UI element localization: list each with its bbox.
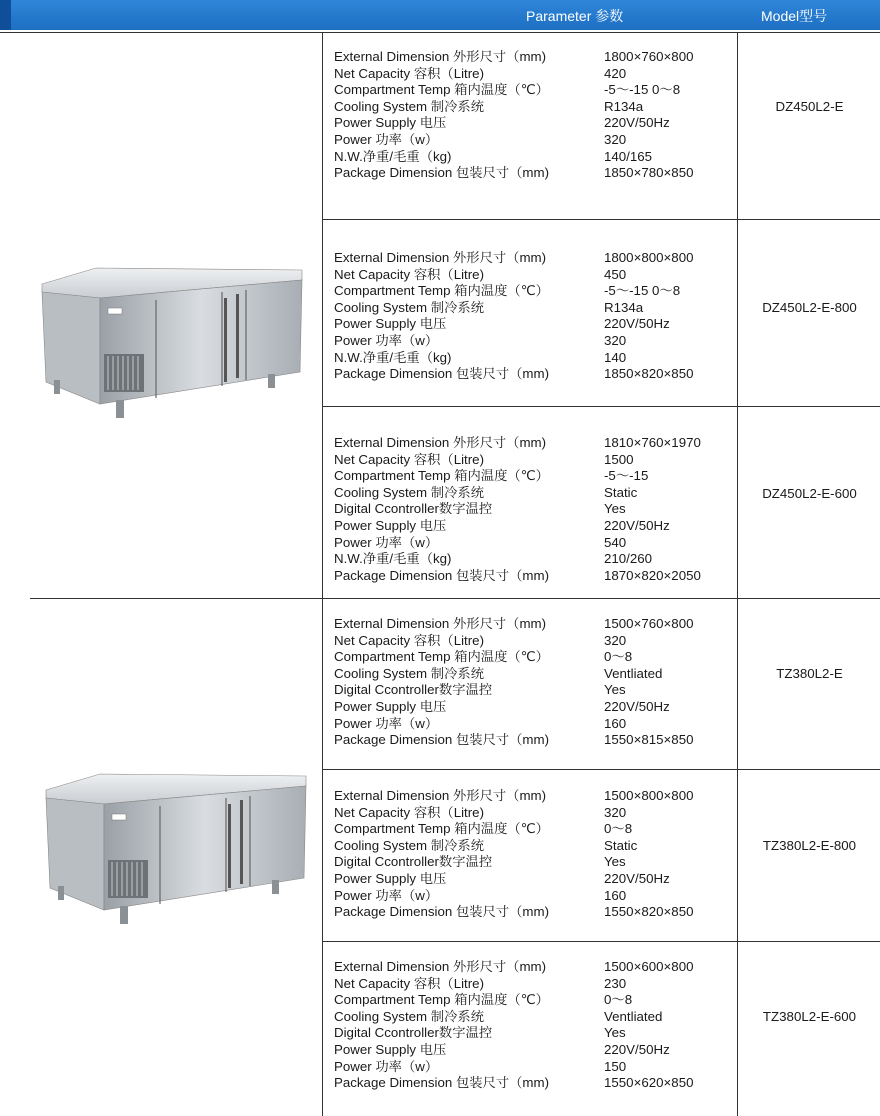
spec-label: Compartment Temp 箱内温度（℃） — [334, 283, 549, 299]
spec-value: Ventliated — [604, 665, 663, 681]
spec-label: Cooling System 制冷系统 — [334, 484, 484, 500]
spec-block — [334, 250, 693, 383]
spec-label: Cooling System 制冷系统 — [334, 665, 484, 681]
spec-value: 0～8 — [604, 821, 633, 837]
spec-label: Power Supply 电压 — [334, 698, 447, 714]
row-rule — [322, 769, 880, 770]
spec-row — [334, 682, 693, 699]
spec-row — [334, 267, 693, 284]
group-rule — [30, 598, 880, 599]
spec-row — [334, 888, 693, 905]
spec-label: Digital Ccontroller数字温控 — [334, 1025, 493, 1041]
spec-label: External Dimension 外形尺寸（mm) — [334, 435, 547, 450]
spec-row — [334, 333, 693, 350]
spec-row — [334, 300, 693, 317]
spec-row — [334, 283, 693, 300]
spec-row — [334, 316, 693, 333]
spec-value: -5～-15 0～8 — [604, 82, 681, 98]
spec-value: 320 — [604, 332, 627, 348]
spec-label: Package Dimension 包装尺寸（mm) — [334, 567, 550, 583]
spec-value: Static — [604, 837, 638, 853]
model-number: TZ380L2-E — [776, 666, 843, 681]
spec-label: Power 功率（w） — [334, 887, 439, 903]
spec-value: 220V/50Hz — [604, 1041, 670, 1057]
model-number: DZ450L2-E-600 — [762, 486, 857, 501]
spec-label: Compartment Temp 箱内温度（℃） — [334, 649, 549, 665]
spec-row — [334, 871, 693, 888]
spec-label: External Dimension 外形尺寸（mm) — [334, 788, 547, 803]
column-divider-left — [322, 32, 323, 1116]
spec-label: N.W.净重/毛重（kg) — [334, 148, 452, 164]
spec-row — [334, 959, 693, 976]
spec-label: Power 功率（w） — [334, 534, 439, 550]
spec-value: -5～-15 — [604, 468, 649, 484]
spec-label: Compartment Temp 箱内温度（℃） — [334, 992, 549, 1008]
spec-value: 220V/50Hz — [604, 115, 670, 131]
spec-label: Net Capacity 容积（Litre) — [334, 804, 484, 820]
header-bar — [0, 0, 880, 30]
spec-value: 320 — [604, 632, 627, 648]
spec-label: Net Capacity 容积（Litre) — [334, 65, 484, 81]
refrigerator-image — [38, 264, 308, 424]
spec-row — [334, 1042, 693, 1059]
spec-row — [334, 568, 701, 585]
spec-label: Net Capacity 容积（Litre) — [334, 451, 484, 467]
spec-label: Power 功率（w） — [334, 332, 439, 348]
spec-row — [334, 551, 701, 568]
spec-value: Static — [604, 484, 638, 500]
spec-value: 220V/50Hz — [604, 517, 670, 533]
spec-value: 1550×620×850 — [604, 1075, 694, 1091]
spec-label: External Dimension 外形尺寸（mm) — [334, 49, 547, 64]
spec-row — [334, 250, 693, 267]
spec-label: Cooling System 制冷系统 — [334, 837, 484, 853]
spec-block — [334, 435, 701, 584]
spec-label: External Dimension 外形尺寸（mm) — [334, 959, 547, 974]
spec-label: Power Supply 电压 — [334, 1041, 447, 1057]
spec-value: 1500×760×800 — [604, 616, 694, 631]
header-accent-tab — [0, 0, 11, 30]
spec-block — [334, 49, 693, 182]
spec-label: Cooling System 制冷系统 — [334, 98, 484, 114]
spec-row — [334, 854, 693, 871]
spec-label: N.W.净重/毛重（kg) — [334, 551, 452, 567]
spec-label: Power 功率（w） — [334, 1058, 439, 1074]
spec-row — [334, 49, 693, 66]
spec-row — [334, 649, 693, 666]
spec-row — [334, 805, 693, 822]
spec-label: Net Capacity 容积（Litre) — [334, 632, 484, 648]
spec-value: Yes — [604, 1025, 626, 1041]
row-rule — [322, 219, 880, 220]
spec-value: 150 — [604, 1058, 627, 1074]
spec-row — [334, 1009, 693, 1026]
model-number: TZ380L2-E-600 — [762, 1009, 857, 1024]
spec-value: 320 — [604, 804, 627, 820]
spec-value: 1500 — [604, 451, 634, 467]
spec-row — [334, 535, 701, 552]
spec-row — [334, 821, 693, 838]
spec-label: External Dimension 外形尺寸（mm) — [334, 616, 547, 631]
spec-row — [334, 616, 693, 633]
spec-row — [334, 788, 693, 805]
spec-label: External Dimension 外形尺寸（mm) — [334, 250, 547, 265]
row-rule — [322, 406, 880, 407]
model-number: DZ450L2-E-800 — [762, 300, 857, 315]
refrigerator-image — [42, 770, 312, 930]
spec-row — [334, 99, 693, 116]
spec-value: 140/165 — [604, 148, 653, 164]
spec-row — [334, 716, 693, 733]
spec-label: Power 功率（w） — [334, 131, 439, 147]
spec-value: 220V/50Hz — [604, 316, 670, 332]
spec-label: Cooling System 制冷系统 — [334, 1008, 484, 1024]
spec-label: Compartment Temp 箱内温度（℃） — [334, 821, 549, 837]
spec-row — [334, 976, 693, 993]
spec-value: R134a — [604, 98, 644, 114]
spec-row — [334, 350, 693, 367]
spec-value: 210/260 — [604, 551, 653, 567]
spec-value: 1870×820×2050 — [604, 567, 701, 583]
spec-label: Power 功率（w） — [334, 715, 439, 731]
spec-value: 1810×760×1970 — [604, 435, 701, 450]
spec-label: Package Dimension 包装尺寸（mm) — [334, 366, 550, 382]
spec-value: 1500×800×800 — [604, 788, 694, 803]
spec-block — [334, 959, 693, 1092]
spec-row — [334, 468, 701, 485]
spec-value: 1800×760×800 — [604, 49, 694, 64]
spec-value: Ventliated — [604, 1008, 663, 1024]
spec-value: 1850×780×850 — [604, 165, 694, 181]
spec-value: 1500×600×800 — [604, 959, 694, 974]
spec-label: Compartment Temp 箱内温度（℃） — [334, 82, 549, 98]
spec-row — [334, 518, 701, 535]
spec-value: Yes — [604, 501, 626, 517]
spec-row — [334, 366, 693, 383]
spec-value: 450 — [604, 266, 627, 282]
spec-row — [334, 1059, 693, 1076]
model-number: TZ380L2-E-800 — [762, 838, 857, 853]
top-rule — [0, 32, 880, 33]
spec-block — [334, 788, 693, 921]
spec-label: N.W.净重/毛重（kg) — [334, 349, 452, 365]
spec-label: Package Dimension 包装尺寸（mm) — [334, 165, 550, 181]
spec-row — [334, 66, 693, 83]
spec-row — [334, 149, 693, 166]
spec-value: Yes — [604, 682, 626, 698]
spec-value: 230 — [604, 975, 627, 991]
spec-row — [334, 485, 701, 502]
spec-label: Power Supply 电压 — [334, 870, 447, 886]
spec-value: 1850×820×850 — [604, 366, 694, 382]
spec-value: 1800×800×800 — [604, 250, 694, 265]
spec-row — [334, 1075, 693, 1092]
spec-value: 220V/50Hz — [604, 698, 670, 714]
spec-value: -5～-15 0～8 — [604, 283, 681, 299]
spec-value: Yes — [604, 854, 626, 870]
spec-label: Digital Ccontroller数字温控 — [334, 682, 493, 698]
spec-row — [334, 435, 701, 452]
spec-row — [334, 501, 701, 518]
spec-value: 1550×815×850 — [604, 732, 694, 748]
spec-label: Power Supply 电压 — [334, 316, 447, 332]
spec-row — [334, 699, 693, 716]
spec-block — [334, 616, 693, 749]
spec-value: 1550×820×850 — [604, 904, 694, 920]
spec-label: Package Dimension 包装尺寸（mm) — [334, 732, 550, 748]
spec-label: Power Supply 电压 — [334, 115, 447, 131]
spec-row — [334, 732, 693, 749]
spec-value: 160 — [604, 715, 627, 731]
spec-label: Digital Ccontroller数字温控 — [334, 854, 493, 870]
spec-row — [334, 115, 693, 132]
spec-value: 220V/50Hz — [604, 870, 670, 886]
spec-value: 0～8 — [604, 649, 633, 665]
spec-value: 320 — [604, 131, 627, 147]
spec-label: Package Dimension 包装尺寸（mm) — [334, 904, 550, 920]
spec-row — [334, 666, 693, 683]
model-number: DZ450L2-E — [775, 99, 844, 114]
spec-value: 420 — [604, 65, 627, 81]
spec-row — [334, 165, 693, 182]
spec-row — [334, 904, 693, 921]
spec-label: Compartment Temp 箱内温度（℃） — [334, 468, 549, 484]
spec-label: Net Capacity 容积（Litre) — [334, 975, 484, 991]
spec-value: 0～8 — [604, 992, 633, 1008]
spec-row — [334, 838, 693, 855]
spec-value: 160 — [604, 887, 627, 903]
spec-row — [334, 1025, 693, 1042]
spec-label: Cooling System 制冷系统 — [334, 299, 484, 315]
row-rule — [322, 941, 880, 942]
spec-row — [334, 992, 693, 1009]
spec-row — [334, 633, 693, 650]
spec-value: 540 — [604, 534, 627, 550]
header-model: Model型号 — [761, 8, 828, 24]
spec-label: Package Dimension 包装尺寸（mm) — [334, 1075, 550, 1091]
column-divider-right — [737, 32, 738, 1116]
spec-row — [334, 452, 701, 469]
spec-label: Power Supply 电压 — [334, 517, 447, 533]
spec-value: R134a — [604, 299, 644, 315]
header-parameter: Parameter 参数 — [526, 8, 624, 24]
spec-label: Net Capacity 容积（Litre) — [334, 266, 484, 282]
spec-value: 140 — [604, 349, 627, 365]
spec-row — [334, 82, 693, 99]
spec-label: Digital Ccontroller数字温控 — [334, 501, 493, 517]
spec-row — [334, 132, 693, 149]
